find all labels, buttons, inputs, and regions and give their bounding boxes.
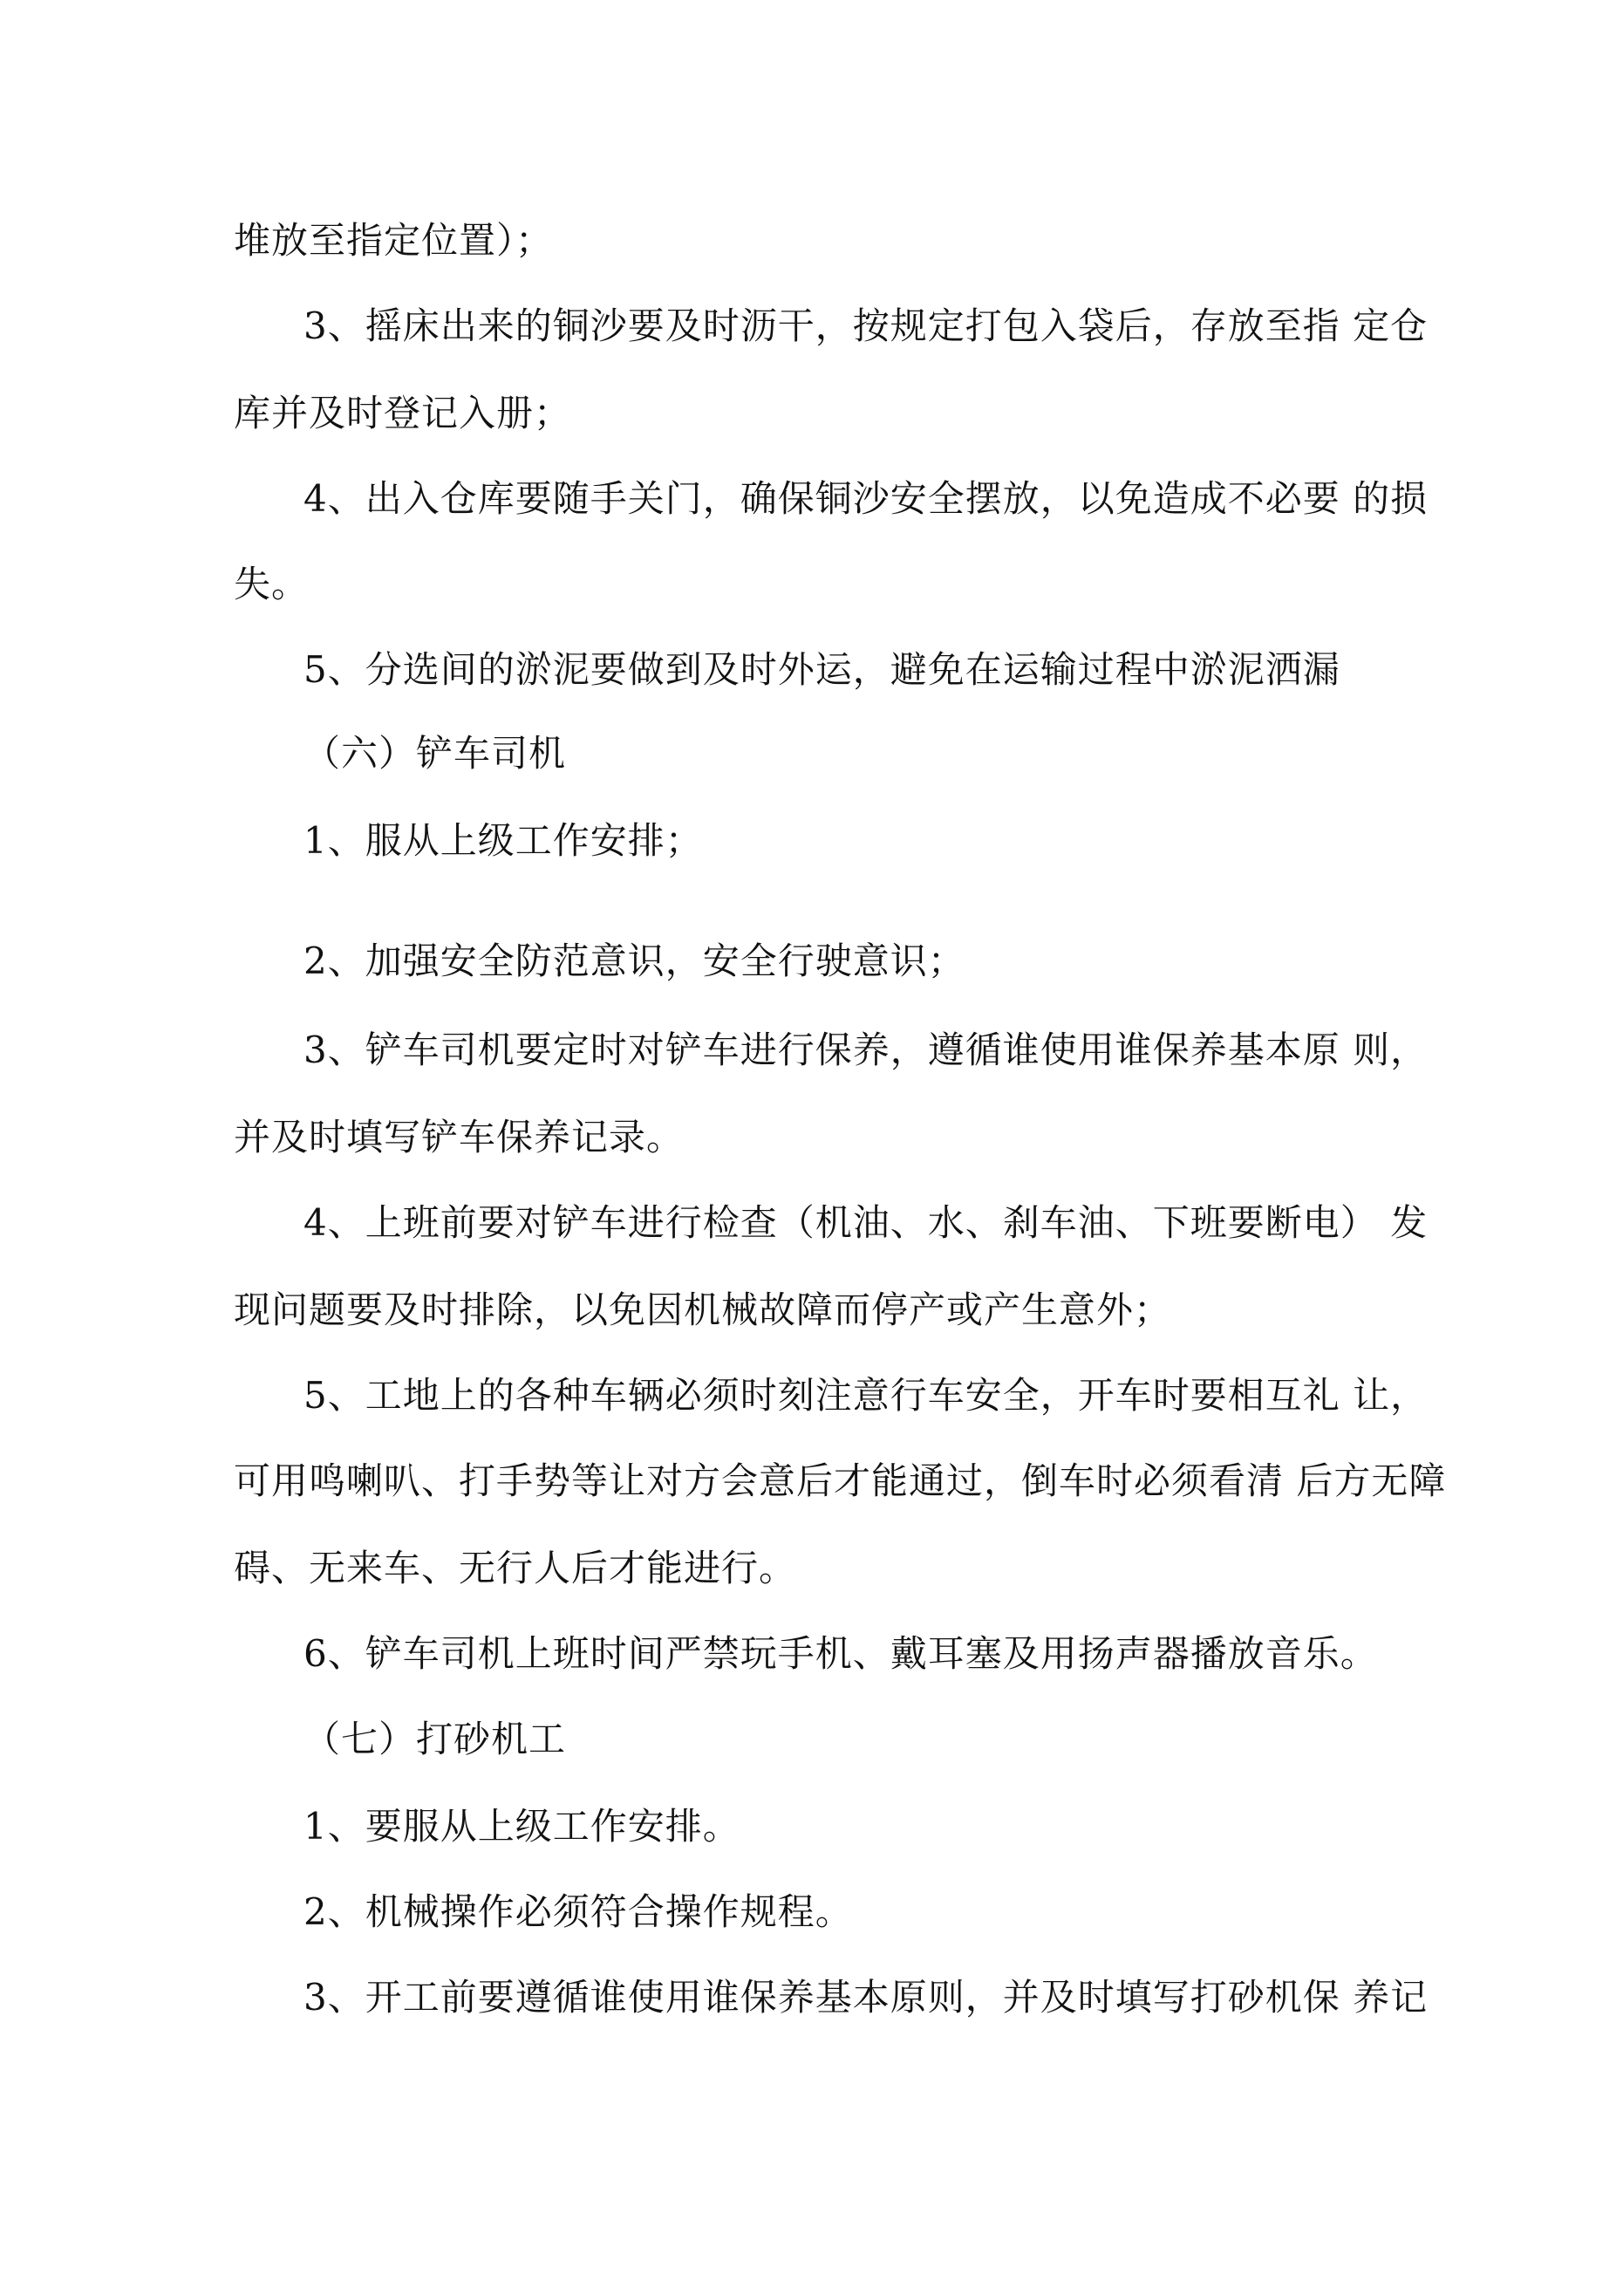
text-line: 现问题要及时排除，以免因机械故障而停产或产生意外； xyxy=(234,1288,1172,1331)
text-line: 4、出入仓库要随手关门，确保铜沙安全摆放，以免造成不必要 的损 xyxy=(303,477,1429,520)
text-line: 3、开工前要遵循谁使用谁保养基本原则，并及时填写打砂机保 养记 xyxy=(303,1976,1429,2019)
section-heading: （六）铲车司机 xyxy=(303,732,567,775)
text-line: 可用鸣喇叭、打手势等让对方会意后才能通过，倒车时必须看清 后方无障 xyxy=(234,1459,1447,1502)
text-line: 2、机械操作必须符合操作规程。 xyxy=(303,1890,853,1933)
text-line: 碍、无来车、无行人后才能进行。 xyxy=(234,1547,797,1589)
text-line: 6、铲车司机上班时间严禁玩手机、戴耳塞及用扬声器播放音乐。 xyxy=(303,1632,1378,1675)
text-line: 库并及时登记入册； xyxy=(234,392,572,434)
text-line: 堆放至指定位置）； xyxy=(234,219,554,262)
text-line: 1、服从上级工作安排； xyxy=(303,819,703,862)
text-line: 5、分选间的淤泥要做到及时外运，避免在运输过程中淤泥洒漏 xyxy=(303,648,1340,691)
text-line: 1、要服从上级工作安排。 xyxy=(303,1805,740,1848)
text-line: 4、上班前要对铲车进行检查（机油、水、刹车油、下班要断电） 发 xyxy=(303,1201,1429,1244)
text-line: 2、加强安全防范意识，安全行驶意识； xyxy=(303,940,965,982)
text-line: 并及时填写铲车保养记录。 xyxy=(234,1116,685,1158)
text-line: 5、工地上的各种车辆必须时刻注意行车安全，开车时要相互礼 让， xyxy=(303,1374,1429,1417)
text-line: 3、铲车司机要定时对铲车进行保养，遵循谁使用谁保养基本原 则， xyxy=(303,1028,1429,1071)
text-line: 3、摇床出来的铜沙要及时沥干，按规定打包入袋后，存放至指 定仓 xyxy=(303,304,1429,347)
text-line: 失。 xyxy=(234,563,310,605)
section-heading: （七）打砂机工 xyxy=(303,1718,567,1760)
